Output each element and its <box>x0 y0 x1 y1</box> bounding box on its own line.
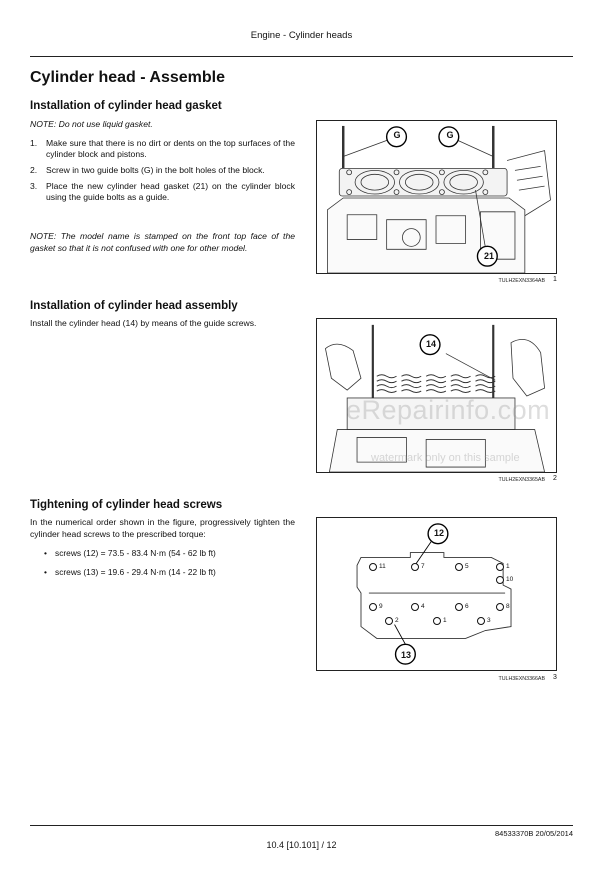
bolt-sequence-number: 7 <box>421 563 425 570</box>
figure-3-code: TULH3EXN3366AB <box>498 676 545 682</box>
callout-14: 14 <box>425 339 436 349</box>
bolt-hole <box>477 617 485 625</box>
bolt-sequence-number: 11 <box>379 563 386 570</box>
figure-2-number: 2 <box>553 475 557 482</box>
figure-1-number: 1 <box>553 276 557 283</box>
torque-item <box>44 548 216 559</box>
figure-3-number: 3 <box>553 674 557 681</box>
watermark: eRepairinfo.com <box>346 395 551 425</box>
figure-1-code: TULH2EXN3364AB <box>498 278 545 284</box>
bolt-hole <box>496 563 504 571</box>
bolt-hole <box>455 563 463 571</box>
bolt-sequence-number: 2 <box>395 617 399 624</box>
step-number: 1. <box>30 138 38 148</box>
step-text: Place the new cylinder head gasket (21) on the cylinder block using the guide bolts as a guide. <box>46 181 295 202</box>
head-assembly-text: Install the cylinder head (14) by means of the guide screws. <box>30 318 257 328</box>
tightening-text: In the numerical order shown in the figure, progressively tighten the cylinder head screws to the prescribed torque: <box>30 517 295 539</box>
bolt-hole <box>496 576 504 584</box>
bolt-sequence-number: 9 <box>379 603 383 610</box>
torque-item <box>44 567 216 578</box>
step-text: Make sure that there is no dirt or dents on the top surfaces of the cylinder block and pistons. <box>46 138 295 159</box>
bolt-sequence-number: 10 <box>506 576 514 583</box>
footer-doc-code: 84533370B 20/05/2014 <box>495 829 573 838</box>
torque-list <box>44 548 216 586</box>
bolt-hole <box>385 617 393 625</box>
step-text: Screw in two guide bolts (G) in the bolt holes of the block. <box>46 165 265 175</box>
callout-13: 13 <box>400 650 411 660</box>
callout-12: 12 <box>433 528 444 538</box>
note-model-name: NOTE: The model name is stamped on the front top face of the gasket so that it is not confused with one for other model. <box>30 231 295 253</box>
bolt-sequence-number: 4 <box>421 603 425 610</box>
figure-3-tightening-sequence <box>316 517 557 671</box>
bolt-sequence-number: 3 <box>487 617 491 624</box>
step-number: 3. <box>30 181 38 191</box>
bolt-hole <box>411 563 419 571</box>
footer-page-number: 10.4 [10.101] / 12 <box>266 840 337 850</box>
page-title: Cylinder head - Assemble <box>30 69 226 86</box>
bolt-hole <box>433 617 441 625</box>
bolt-sequence-number: 5 <box>465 563 469 570</box>
step-item <box>30 138 295 160</box>
step-item <box>30 165 295 176</box>
running-header: Engine - Cylinder heads <box>250 30 353 41</box>
section-title-tightening: Tightening of cylinder head screws <box>30 499 223 511</box>
bolt-hole <box>455 603 463 611</box>
watermark-sub: watermark only on this sample <box>371 452 520 464</box>
step-number: 2. <box>30 165 38 175</box>
callout-g-right: G <box>446 130 454 140</box>
bolt-hole <box>369 603 377 611</box>
bolt-sequence-number: 1 <box>443 617 447 624</box>
bullet-icon: • <box>44 548 47 558</box>
bolt-sequence-number: 8 <box>506 603 510 610</box>
header-rule <box>30 56 573 57</box>
gasket-steps <box>30 138 295 208</box>
bolt-hole <box>496 603 504 611</box>
figure-2-code: TULH2EXN3365AB <box>498 477 545 483</box>
section-title-head-assembly: Installation of cylinder head assembly <box>30 300 238 312</box>
footer-rule <box>30 825 573 826</box>
callout-g-left: G <box>393 130 401 140</box>
bolt-hole <box>411 603 419 611</box>
bolt-hole <box>369 563 377 571</box>
callout-21: 21 <box>483 251 494 261</box>
torque-text: screws (12) = 73.5 - 83.4 N·m (54 - 62 lb ft) <box>55 548 216 558</box>
note-no-liquid-gasket: NOTE: Do not use liquid gasket. <box>30 119 153 129</box>
figure-1-gasket <box>316 120 557 274</box>
section-title-gasket: Installation of cylinder head gasket <box>30 100 222 112</box>
torque-text: screws (13) = 19.6 - 29.4 N·m (14 - 22 lb ft) <box>55 567 216 577</box>
step-item <box>30 181 295 203</box>
bullet-icon: • <box>44 567 47 577</box>
bolt-sequence-number: 1 <box>506 563 510 570</box>
bolt-sequence-number: 6 <box>465 603 469 610</box>
